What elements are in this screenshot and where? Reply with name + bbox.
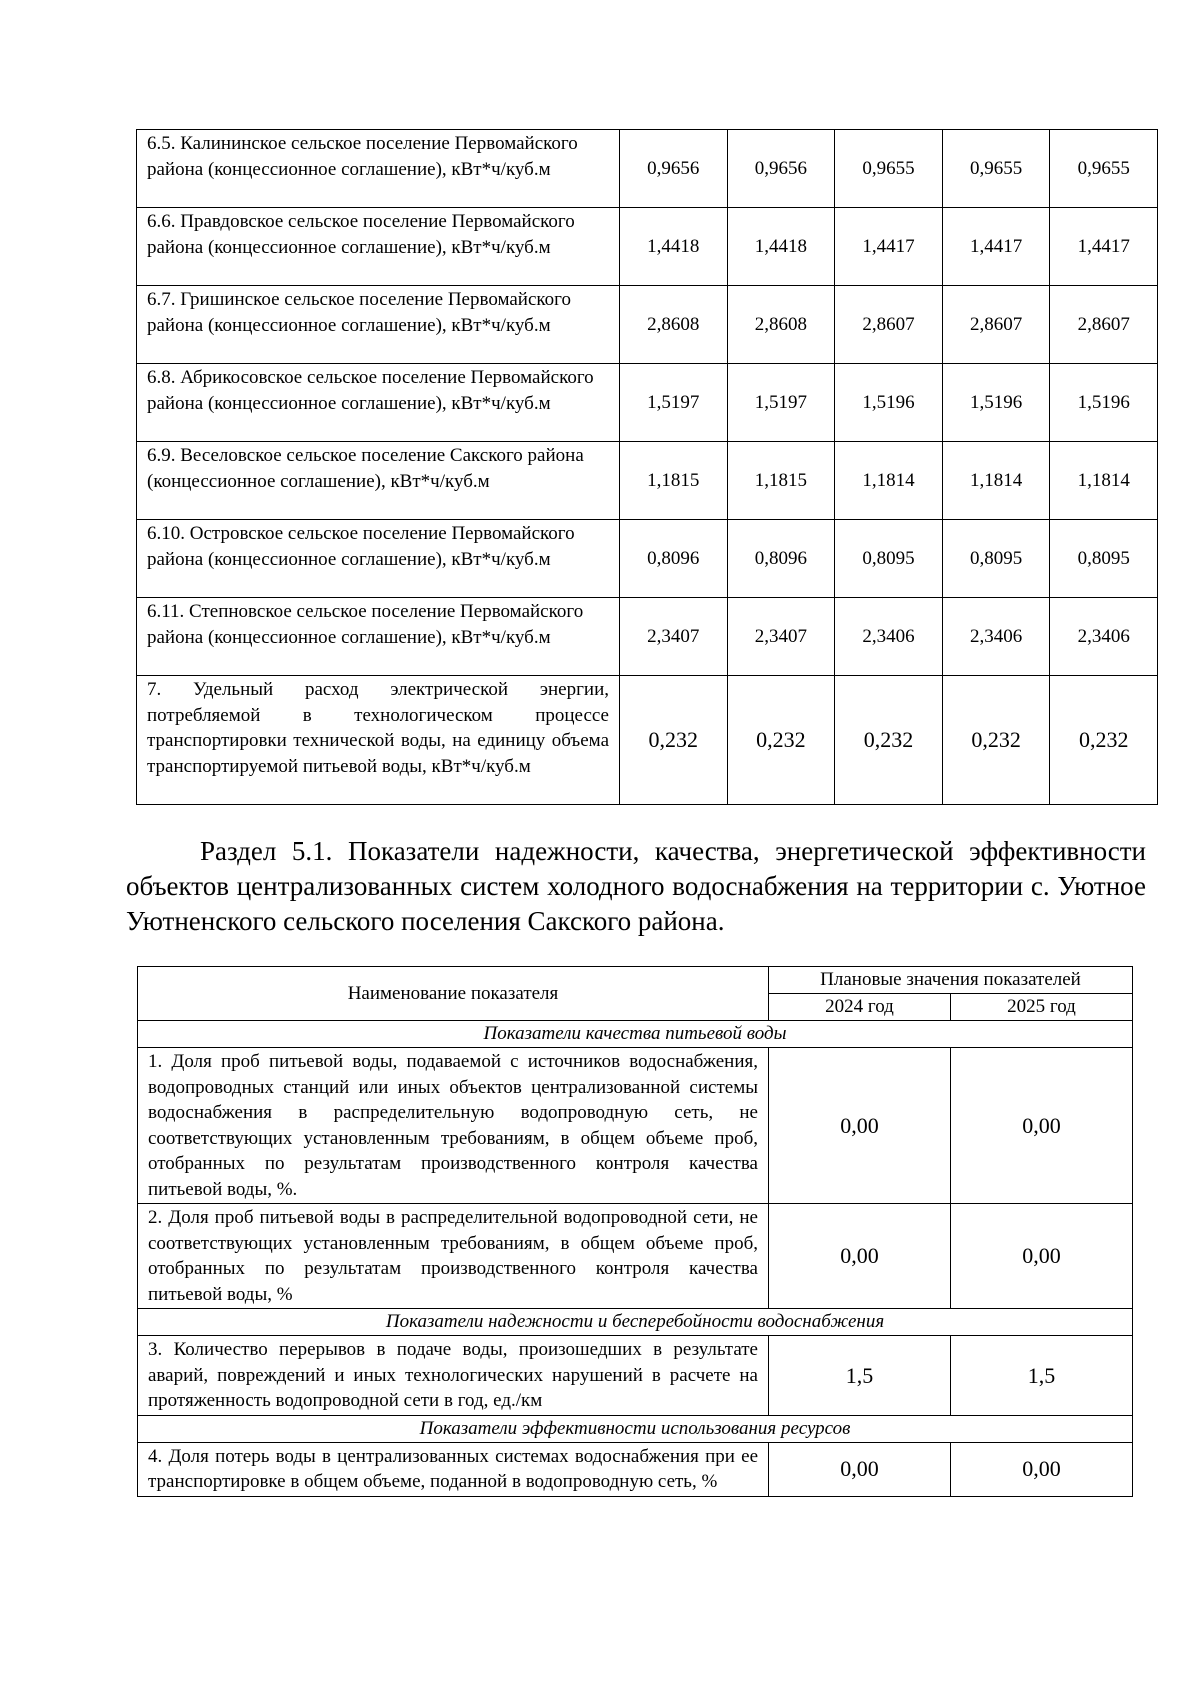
value-cell: 1,5197 bbox=[727, 364, 835, 442]
value-cell: 2,8607 bbox=[1050, 286, 1158, 364]
value-cell: 0,8095 bbox=[1050, 520, 1158, 598]
value-cell: 1,4418 bbox=[727, 208, 835, 286]
value-cell: 0,9655 bbox=[1050, 130, 1158, 208]
value-cell: 0,00 bbox=[950, 1442, 1132, 1496]
value-cell: 2,3407 bbox=[727, 598, 835, 676]
value-cell: 2,8608 bbox=[620, 286, 728, 364]
indicator-name: 2. Доля проб питьевой воды в распределительной водопроводной сети, не соответствующих установленным требованиям, в общем объеме проб, отобранных по результатам производственного контроля качества питьевой воды, % bbox=[138, 1204, 769, 1309]
value-cell: 1,5197 bbox=[620, 364, 728, 442]
value-cell: 2,3406 bbox=[835, 598, 943, 676]
table-row bbox=[138, 1204, 1133, 1309]
value-cell: 0,9656 bbox=[620, 130, 728, 208]
value-cell: 2,8607 bbox=[835, 286, 943, 364]
value-cell: 1,1815 bbox=[727, 442, 835, 520]
value-cell: 1,5 bbox=[769, 1336, 951, 1416]
indicator-name: 1. Доля проб питьевой воды, подаваемой с источников водоснабжения, водопроводных станций или иных объектов централизованной системы водоснабжения в распределительную водопроводную сеть, не соответствующих установленным требованиям, в общем объеме проб, отобранных по результатам производственного контроля качества питьевой воды, %. bbox=[138, 1048, 769, 1204]
value-cell: 0,00 bbox=[950, 1048, 1132, 1204]
year-header: 2024 год bbox=[769, 994, 951, 1021]
value-cell: 1,5196 bbox=[1050, 364, 1158, 442]
table-row bbox=[137, 364, 1158, 442]
value-cell: 0,00 bbox=[950, 1204, 1132, 1309]
value-cell: 0,232 bbox=[727, 676, 835, 805]
indicator-name: 4. Доля потерь воды в централизованных системах водоснабжения при ее транспортировке в общем объеме, поданной в водопроводную сеть, % bbox=[138, 1442, 769, 1496]
value-cell: 0,8095 bbox=[835, 520, 943, 598]
table-row bbox=[138, 1048, 1133, 1204]
table-row bbox=[137, 598, 1158, 676]
value-cell: 0,232 bbox=[1050, 676, 1158, 805]
value-cell: 1,5 bbox=[950, 1336, 1132, 1416]
value-cell: 2,8607 bbox=[942, 286, 1050, 364]
indicator-name: 7. Удельный расход электрической энергии, потребляемой в технологическом процессе транспортировки технической воды, на единицу объема транспортируемой питьевой воды, кВт*ч/куб.м bbox=[137, 676, 620, 805]
value-cell: 0,8096 bbox=[727, 520, 835, 598]
indicator-name: 6.6. Правдовское сельское поселение Первомайского района (концессионное соглашение), кВт*ч/куб.м bbox=[137, 208, 620, 286]
column-header-name: Наименование показателя bbox=[138, 967, 769, 1021]
value-cell: 2,8608 bbox=[727, 286, 835, 364]
value-cell: 2,3406 bbox=[942, 598, 1050, 676]
year-header: 2025 год bbox=[950, 994, 1132, 1021]
value-cell: 0,00 bbox=[769, 1442, 951, 1496]
value-cell: 0,8096 bbox=[620, 520, 728, 598]
indicator-name: 6.10. Островское сельское поселение Первомайского района (концессионное соглашение), кВт*ч/куб.м bbox=[137, 520, 620, 598]
table-row bbox=[137, 286, 1158, 364]
indicator-name: 3. Количество перерывов в подаче воды, произошедших в результате аварий, повреждений и иных технологических нарушений в расчете на протяженность водопроводной сети в год, ед./км bbox=[138, 1336, 769, 1416]
section-heading: Раздел 5.1. Показатели надежности, качества, энергетической эффективности объектов централизованных систем холодного водоснабжения на территории с. Уютное Уютненского сельского поселения Сакского района. bbox=[126, 836, 1146, 936]
indicator-name: 6.9. Веселовское сельское поселение Сакского района (концессионное соглашение), кВт*ч/куб.м bbox=[137, 442, 620, 520]
value-cell: 0,232 bbox=[835, 676, 943, 805]
indicator-name: 6.11. Степновское сельское поселение Первомайского района (концессионное соглашение), кВт*ч/куб.м bbox=[137, 598, 620, 676]
table-row bbox=[138, 1442, 1133, 1496]
value-cell: 1,4417 bbox=[835, 208, 943, 286]
value-cell: 1,1815 bbox=[620, 442, 728, 520]
table-header-row bbox=[138, 967, 1133, 994]
value-cell: 1,1814 bbox=[1050, 442, 1158, 520]
table-row bbox=[137, 208, 1158, 286]
value-cell: 1,5196 bbox=[942, 364, 1050, 442]
value-cell: 1,4417 bbox=[942, 208, 1050, 286]
section-row bbox=[138, 1415, 1133, 1442]
table-row bbox=[137, 676, 1158, 805]
value-cell: 0,9655 bbox=[835, 130, 943, 208]
energy-consumption-table bbox=[136, 129, 1158, 805]
water-supply-indicators-table bbox=[137, 966, 1133, 1497]
section-title: Показатели надежности и бесперебойности водоснабжения bbox=[138, 1309, 1133, 1336]
table-row bbox=[137, 442, 1158, 520]
value-cell: 1,1814 bbox=[942, 442, 1050, 520]
indicator-name: 6.7. Гришинское сельское поселение Первомайского района (концессионное соглашение), кВт*ч/куб.м bbox=[137, 286, 620, 364]
value-cell: 1,4418 bbox=[620, 208, 728, 286]
value-cell: 2,3406 bbox=[1050, 598, 1158, 676]
value-cell: 0,00 bbox=[769, 1048, 951, 1204]
value-cell: 1,5196 bbox=[835, 364, 943, 442]
value-cell: 1,4417 bbox=[1050, 208, 1158, 286]
value-cell: 0,00 bbox=[769, 1204, 951, 1309]
value-cell: 0,232 bbox=[942, 676, 1050, 805]
value-cell: 0,8095 bbox=[942, 520, 1050, 598]
value-cell: 1,1814 bbox=[835, 442, 943, 520]
value-cell: 0,232 bbox=[620, 676, 728, 805]
section-row bbox=[138, 1021, 1133, 1048]
section-title: Показатели качества питьевой воды bbox=[138, 1021, 1133, 1048]
indicator-name: 6.8. Абрикосовское сельское поселение Первомайского района (концессионное соглашение), кВт*ч/куб.м bbox=[137, 364, 620, 442]
value-cell: 0,9655 bbox=[942, 130, 1050, 208]
table-row bbox=[138, 1336, 1133, 1416]
table-row bbox=[137, 520, 1158, 598]
column-header-plan: Плановые значения показателей bbox=[769, 967, 1133, 994]
section-row bbox=[138, 1309, 1133, 1336]
value-cell: 0,9656 bbox=[727, 130, 835, 208]
indicator-name: 6.5. Калининское сельское поселение Первомайского района (концессионное соглашение), кВт*ч/куб.м bbox=[137, 130, 620, 208]
section-title: Показатели эффективности использования ресурсов bbox=[138, 1415, 1133, 1442]
table-row bbox=[137, 130, 1158, 208]
value-cell: 2,3407 bbox=[620, 598, 728, 676]
